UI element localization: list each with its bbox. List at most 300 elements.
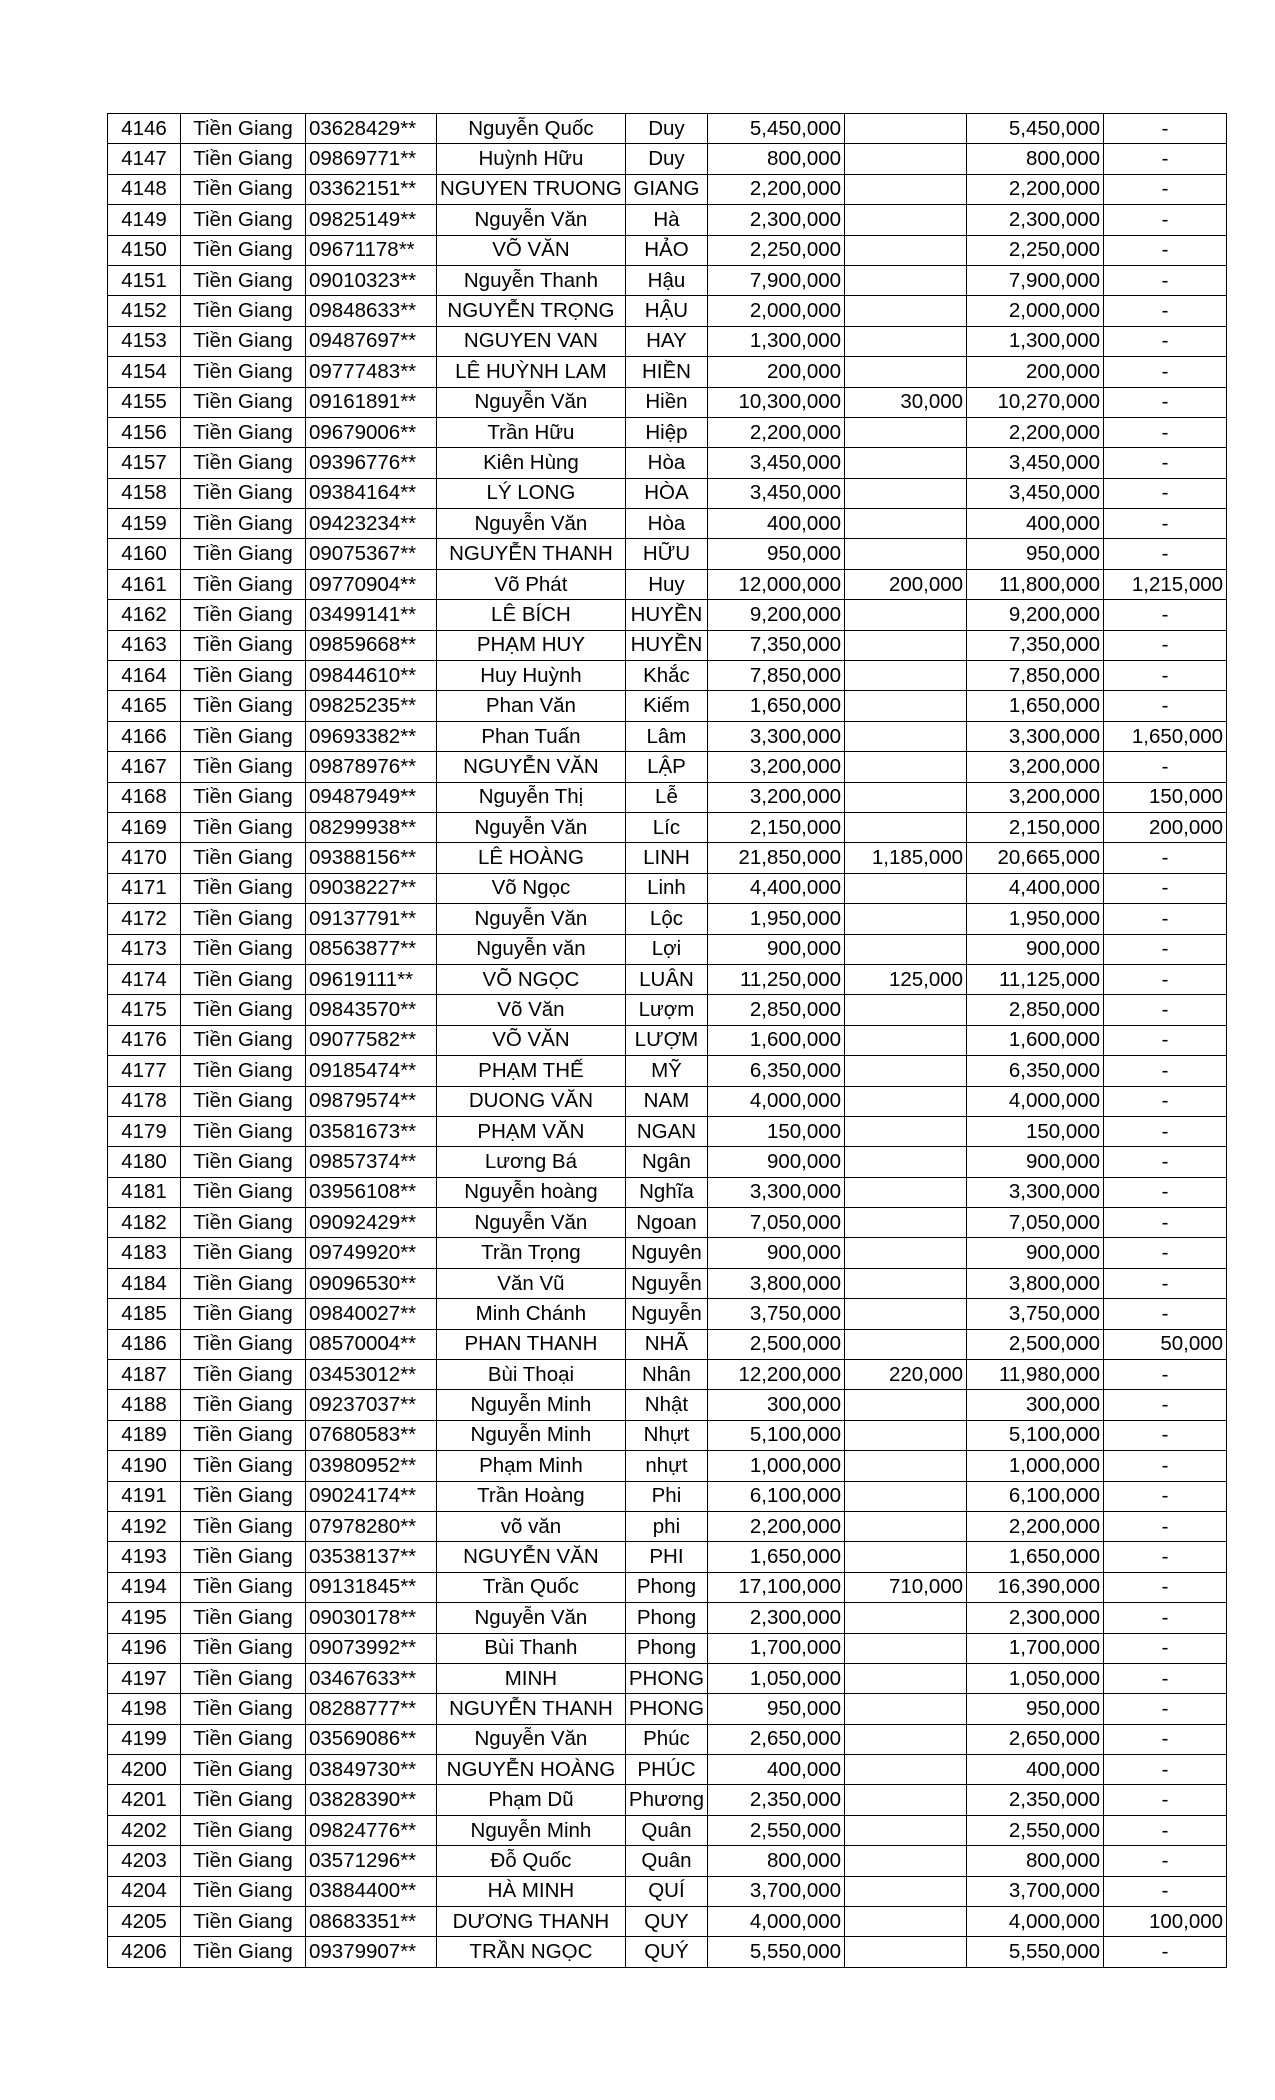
table-row (108, 1116, 1227, 1146)
first-name-cell: Hậu (625, 265, 707, 295)
province-cell: Tiền Giang (181, 1663, 306, 1693)
table-row (108, 1937, 1227, 1967)
province-cell: Tiền Giang (181, 1724, 306, 1754)
bonus-cell: - (1104, 1724, 1227, 1754)
bonus-cell: - (1104, 1663, 1227, 1693)
deduction-cell: 125,000 (845, 964, 967, 994)
first-name-cell: nhựt (625, 1451, 707, 1481)
province-cell: Tiền Giang (181, 812, 306, 842)
last-name-cell: NGUYỄN THANH (437, 539, 626, 569)
total-amount-cell: 1,650,000 (708, 1542, 845, 1572)
province-cell: Tiền Giang (181, 1177, 306, 1207)
last-name-cell: DUONG VĂN (437, 1086, 626, 1116)
province-cell: Tiền Giang (181, 1755, 306, 1785)
net-amount-cell: 3,750,000 (967, 1299, 1104, 1329)
first-name-cell: LƯỢM (625, 1025, 707, 1055)
last-name-cell: Nguyễn Văn (437, 509, 626, 539)
first-name-cell: Hiệp (625, 417, 707, 447)
first-name-cell: Nhựt (625, 1420, 707, 1450)
deduction-cell: 30,000 (845, 387, 967, 417)
last-name-cell: VÕ NGỌC (437, 964, 626, 994)
total-amount-cell: 10,300,000 (708, 387, 845, 417)
phone-cell: 03828390** (306, 1785, 437, 1815)
phone-cell: 09857374** (306, 1147, 437, 1177)
net-amount-cell: 1,050,000 (967, 1663, 1104, 1693)
last-name-cell: Văn Vũ (437, 1268, 626, 1298)
net-amount-cell: 800,000 (967, 144, 1104, 174)
total-amount-cell: 900,000 (708, 1238, 845, 1268)
row-number-cell: 4180 (108, 1147, 181, 1177)
total-amount-cell: 7,900,000 (708, 265, 845, 295)
row-number-cell: 4194 (108, 1572, 181, 1602)
phone-cell: 09770904** (306, 569, 437, 599)
province-cell: Tiền Giang (181, 1511, 306, 1541)
total-amount-cell: 1,950,000 (708, 904, 845, 934)
net-amount-cell: 3,200,000 (967, 752, 1104, 782)
phone-cell: 09848633** (306, 296, 437, 326)
deduction-cell: 710,000 (845, 1572, 967, 1602)
province-cell: Tiền Giang (181, 1542, 306, 1572)
phone-cell: 09423234** (306, 509, 437, 539)
net-amount-cell: 1,700,000 (967, 1633, 1104, 1663)
phone-cell: 08683351** (306, 1907, 437, 1937)
deduction-cell (845, 1785, 967, 1815)
net-amount-cell: 1,950,000 (967, 904, 1104, 934)
province-cell: Tiền Giang (181, 235, 306, 265)
net-amount-cell: 4,400,000 (967, 873, 1104, 903)
row-number-cell: 4151 (108, 265, 181, 295)
row-number-cell: 4183 (108, 1238, 181, 1268)
table-row (108, 661, 1227, 691)
total-amount-cell: 900,000 (708, 934, 845, 964)
first-name-cell: Quân (625, 1846, 707, 1876)
first-name-cell: LUÂN (625, 964, 707, 994)
last-name-cell: Nguyễn Thanh (437, 265, 626, 295)
table-row (108, 174, 1227, 204)
deduction-cell: 220,000 (845, 1360, 967, 1390)
first-name-cell: Lễ (625, 782, 707, 812)
phone-cell: 09137791** (306, 904, 437, 934)
first-name-cell: Lộc (625, 904, 707, 934)
phone-cell: 09749920** (306, 1238, 437, 1268)
net-amount-cell: 2,850,000 (967, 995, 1104, 1025)
total-amount-cell: 6,100,000 (708, 1481, 845, 1511)
province-cell: Tiền Giang (181, 326, 306, 356)
row-number-cell: 4185 (108, 1299, 181, 1329)
table-row (108, 1663, 1227, 1693)
first-name-cell: LINH (625, 843, 707, 873)
total-amount-cell: 950,000 (708, 539, 845, 569)
bonus-cell: 200,000 (1104, 812, 1227, 842)
table-row (108, 1542, 1227, 1572)
last-name-cell: Phạm Minh (437, 1451, 626, 1481)
deduction-cell (845, 691, 967, 721)
last-name-cell: HÀ MINH (437, 1876, 626, 1906)
first-name-cell: Hiền (625, 387, 707, 417)
total-amount-cell: 4,000,000 (708, 1907, 845, 1937)
row-number-cell: 4166 (108, 721, 181, 751)
last-name-cell: Trần Hoàng (437, 1481, 626, 1511)
deduction-cell (845, 1694, 967, 1724)
row-number-cell: 4193 (108, 1542, 181, 1572)
last-name-cell: Trần Hữu (437, 417, 626, 447)
bonus-cell: 1,215,000 (1104, 569, 1227, 599)
first-name-cell: HIỀN (625, 357, 707, 387)
province-cell: Tiền Giang (181, 1603, 306, 1633)
first-name-cell: Kiếm (625, 691, 707, 721)
last-name-cell: Minh Chánh (437, 1299, 626, 1329)
deduction-cell (845, 630, 967, 660)
phone-cell: 03628429** (306, 114, 437, 144)
phone-cell: 09161891** (306, 387, 437, 417)
row-number-cell: 4192 (108, 1511, 181, 1541)
phone-cell: 09777483** (306, 357, 437, 387)
net-amount-cell: 2,500,000 (967, 1329, 1104, 1359)
row-number-cell: 4187 (108, 1360, 181, 1390)
total-amount-cell: 1,650,000 (708, 691, 845, 721)
first-name-cell: HÒA (625, 478, 707, 508)
last-name-cell: Nguyễn Văn (437, 1724, 626, 1754)
total-amount-cell: 12,000,000 (708, 569, 845, 599)
bonus-cell: - (1104, 1633, 1227, 1663)
table-row (108, 539, 1227, 569)
province-cell: Tiền Giang (181, 1086, 306, 1116)
phone-cell: 09077582** (306, 1025, 437, 1055)
first-name-cell: Huy (625, 569, 707, 599)
last-name-cell: võ văn (437, 1511, 626, 1541)
phone-cell: 09619111** (306, 964, 437, 994)
total-amount-cell: 150,000 (708, 1116, 845, 1146)
first-name-cell: Nhật (625, 1390, 707, 1420)
last-name-cell: Nguyễn Văn (437, 812, 626, 842)
last-name-cell: Trần Quốc (437, 1572, 626, 1602)
phone-cell: 09185474** (306, 1056, 437, 1086)
bonus-cell: - (1104, 1785, 1227, 1815)
deduction-cell (845, 1724, 967, 1754)
total-amount-cell: 3,300,000 (708, 721, 845, 751)
row-number-cell: 4146 (108, 114, 181, 144)
net-amount-cell: 3,300,000 (967, 721, 1104, 751)
net-amount-cell: 7,350,000 (967, 630, 1104, 660)
deduction-cell (845, 1451, 967, 1481)
table-row (108, 1360, 1227, 1390)
phone-cell: 09824776** (306, 1815, 437, 1845)
total-amount-cell: 2,300,000 (708, 1603, 845, 1633)
total-amount-cell: 3,200,000 (708, 752, 845, 782)
first-name-cell: Ngoan (625, 1208, 707, 1238)
table-row (108, 873, 1227, 903)
row-number-cell: 4191 (108, 1481, 181, 1511)
first-name-cell: Phương (625, 1785, 707, 1815)
first-name-cell: Nhân (625, 1360, 707, 1390)
deduction-cell (845, 661, 967, 691)
last-name-cell: PHẠM HUY (437, 630, 626, 660)
total-amount-cell: 9,200,000 (708, 600, 845, 630)
phone-cell: 03571296** (306, 1846, 437, 1876)
table-row (108, 326, 1227, 356)
province-cell: Tiền Giang (181, 1299, 306, 1329)
net-amount-cell: 2,300,000 (967, 205, 1104, 235)
phone-cell: 09825235** (306, 691, 437, 721)
last-name-cell: NGUYỄN THANH (437, 1694, 626, 1724)
province-cell: Tiền Giang (181, 934, 306, 964)
total-amount-cell: 3,300,000 (708, 1177, 845, 1207)
total-amount-cell: 300,000 (708, 1390, 845, 1420)
province-cell: Tiền Giang (181, 630, 306, 660)
net-amount-cell: 950,000 (967, 539, 1104, 569)
phone-cell: 03849730** (306, 1755, 437, 1785)
bonus-cell: - (1104, 1755, 1227, 1785)
net-amount-cell: 1,600,000 (967, 1025, 1104, 1055)
row-number-cell: 4190 (108, 1451, 181, 1481)
phone-cell: 09096530** (306, 1268, 437, 1298)
bonus-cell: - (1104, 114, 1227, 144)
row-number-cell: 4200 (108, 1755, 181, 1785)
total-amount-cell: 5,550,000 (708, 1937, 845, 1967)
bonus-cell: - (1104, 1815, 1227, 1845)
net-amount-cell: 3,300,000 (967, 1177, 1104, 1207)
total-amount-cell: 3,450,000 (708, 478, 845, 508)
total-amount-cell: 1,300,000 (708, 326, 845, 356)
deduction-cell (845, 752, 967, 782)
deduction-cell (845, 1815, 967, 1845)
total-amount-cell: 400,000 (708, 1755, 845, 1785)
bonus-cell: - (1104, 1876, 1227, 1906)
first-name-cell: QUY (625, 1907, 707, 1937)
net-amount-cell: 11,800,000 (967, 569, 1104, 599)
table-row (108, 114, 1227, 144)
bonus-cell: - (1104, 478, 1227, 508)
table-row (108, 1329, 1227, 1359)
bonus-cell: - (1104, 1511, 1227, 1541)
deduction-cell (845, 934, 967, 964)
province-cell: Tiền Giang (181, 1694, 306, 1724)
table-row (108, 357, 1227, 387)
table-row (108, 782, 1227, 812)
table-row (108, 1025, 1227, 1055)
net-amount-cell: 2,250,000 (967, 235, 1104, 265)
province-cell: Tiền Giang (181, 357, 306, 387)
table-row (108, 296, 1227, 326)
province-cell: Tiền Giang (181, 1846, 306, 1876)
deduction-cell (845, 1299, 967, 1329)
table-row (108, 144, 1227, 174)
net-amount-cell: 3,700,000 (967, 1876, 1104, 1906)
total-amount-cell: 3,800,000 (708, 1268, 845, 1298)
table-row (108, 1694, 1227, 1724)
net-amount-cell: 2,650,000 (967, 1724, 1104, 1754)
province-cell: Tiền Giang (181, 1390, 306, 1420)
row-number-cell: 4196 (108, 1633, 181, 1663)
table-row (108, 600, 1227, 630)
phone-cell: 03884400** (306, 1876, 437, 1906)
first-name-cell: Phi (625, 1481, 707, 1511)
table-row (108, 1876, 1227, 1906)
province-cell: Tiền Giang (181, 1633, 306, 1663)
net-amount-cell: 900,000 (967, 1147, 1104, 1177)
last-name-cell: LÝ LONG (437, 478, 626, 508)
row-number-cell: 4189 (108, 1420, 181, 1450)
row-number-cell: 4173 (108, 934, 181, 964)
deduction-cell: 1,185,000 (845, 843, 967, 873)
net-amount-cell: 4,000,000 (967, 1086, 1104, 1116)
last-name-cell: Kiên Hùng (437, 448, 626, 478)
province-cell: Tiền Giang (181, 782, 306, 812)
phone-cell: 09237037** (306, 1390, 437, 1420)
bonus-cell: - (1104, 1238, 1227, 1268)
last-name-cell: DƯƠNG THANH (437, 1907, 626, 1937)
deduction-cell (845, 235, 967, 265)
row-number-cell: 4163 (108, 630, 181, 660)
total-amount-cell: 2,500,000 (708, 1329, 845, 1359)
table-row (108, 569, 1227, 599)
last-name-cell: Nguyễn Minh (437, 1420, 626, 1450)
phone-cell: 09869771** (306, 144, 437, 174)
net-amount-cell: 11,125,000 (967, 964, 1104, 994)
phone-cell: 07680583** (306, 1420, 437, 1450)
total-amount-cell: 21,850,000 (708, 843, 845, 873)
table-row (108, 235, 1227, 265)
first-name-cell: PHONG (625, 1663, 707, 1693)
last-name-cell: Đỗ Quốc (437, 1846, 626, 1876)
total-amount-cell: 7,850,000 (708, 661, 845, 691)
bonus-cell: - (1104, 205, 1227, 235)
first-name-cell: Hà (625, 205, 707, 235)
bonus-cell: - (1104, 843, 1227, 873)
phone-cell: 09379907** (306, 1937, 437, 1967)
row-number-cell: 4195 (108, 1603, 181, 1633)
last-name-cell: Huỳnh Hữu (437, 144, 626, 174)
bonus-cell: - (1104, 357, 1227, 387)
net-amount-cell: 1,000,000 (967, 1451, 1104, 1481)
first-name-cell: NGAN (625, 1116, 707, 1146)
province-cell: Tiền Giang (181, 1937, 306, 1967)
bonus-cell: - (1104, 144, 1227, 174)
phone-cell: 09092429** (306, 1208, 437, 1238)
last-name-cell: Nguyễn Văn (437, 1208, 626, 1238)
table-row (108, 448, 1227, 478)
phone-cell: 03453012** (306, 1360, 437, 1390)
net-amount-cell: 16,390,000 (967, 1572, 1104, 1602)
deduction-cell (845, 1937, 967, 1967)
table-row (108, 1633, 1227, 1663)
phone-cell: 09384164** (306, 478, 437, 508)
row-number-cell: 4164 (108, 661, 181, 691)
bonus-cell: - (1104, 1420, 1227, 1450)
bonus-cell: - (1104, 630, 1227, 660)
row-number-cell: 4176 (108, 1025, 181, 1055)
total-amount-cell: 2,300,000 (708, 205, 845, 235)
total-amount-cell: 6,350,000 (708, 1056, 845, 1086)
phone-cell: 09679006** (306, 417, 437, 447)
last-name-cell: Nguyễn Minh (437, 1390, 626, 1420)
net-amount-cell: 2,200,000 (967, 417, 1104, 447)
bonus-cell: - (1104, 1451, 1227, 1481)
last-name-cell: Lương Bá (437, 1147, 626, 1177)
first-name-cell: Phong (625, 1572, 707, 1602)
province-cell: Tiền Giang (181, 265, 306, 295)
total-amount-cell: 200,000 (708, 357, 845, 387)
total-amount-cell: 3,450,000 (708, 448, 845, 478)
last-name-cell: Nguyễn Văn (437, 387, 626, 417)
bonus-cell: - (1104, 1572, 1227, 1602)
net-amount-cell: 2,350,000 (967, 1785, 1104, 1815)
total-amount-cell: 4,000,000 (708, 1086, 845, 1116)
bonus-cell: - (1104, 691, 1227, 721)
first-name-cell: Lượm (625, 995, 707, 1025)
table-row (108, 934, 1227, 964)
total-amount-cell: 4,400,000 (708, 873, 845, 903)
row-number-cell: 4161 (108, 569, 181, 599)
table-row (108, 1755, 1227, 1785)
row-number-cell: 4175 (108, 995, 181, 1025)
table-row (108, 1086, 1227, 1116)
bonus-cell: - (1104, 448, 1227, 478)
row-number-cell: 4199 (108, 1724, 181, 1754)
province-cell: Tiền Giang (181, 1268, 306, 1298)
total-amount-cell: 950,000 (708, 1694, 845, 1724)
phone-cell: 09038227** (306, 873, 437, 903)
phone-cell: 09693382** (306, 721, 437, 751)
last-name-cell: Võ Văn (437, 995, 626, 1025)
last-name-cell: LÊ HUỲNH LAM (437, 357, 626, 387)
last-name-cell: Trần Trọng (437, 1238, 626, 1268)
net-amount-cell: 6,100,000 (967, 1481, 1104, 1511)
bonus-cell: - (1104, 326, 1227, 356)
last-name-cell: Bùi Thoại (437, 1360, 626, 1390)
first-name-cell: GIANG (625, 174, 707, 204)
net-amount-cell: 900,000 (967, 1238, 1104, 1268)
table-row (108, 1147, 1227, 1177)
row-number-cell: 4153 (108, 326, 181, 356)
bonus-cell: - (1104, 174, 1227, 204)
bonus-cell: 150,000 (1104, 782, 1227, 812)
province-cell: Tiền Giang (181, 1451, 306, 1481)
bonus-cell: - (1104, 600, 1227, 630)
table-row (108, 691, 1227, 721)
total-amount-cell: 2,650,000 (708, 1724, 845, 1754)
total-amount-cell: 1,600,000 (708, 1025, 845, 1055)
last-name-cell: Bùi Thanh (437, 1633, 626, 1663)
province-cell: Tiền Giang (181, 1116, 306, 1146)
deduction-cell (845, 144, 967, 174)
total-amount-cell: 3,700,000 (708, 1876, 845, 1906)
last-name-cell: LÊ BÍCH (437, 600, 626, 630)
table-row (108, 1724, 1227, 1754)
deduction-cell (845, 1420, 967, 1450)
bonus-cell: - (1104, 904, 1227, 934)
phone-cell: 09131845** (306, 1572, 437, 1602)
first-name-cell: Nguyễn (625, 1268, 707, 1298)
first-name-cell: HUYỀN (625, 630, 707, 660)
last-name-cell: Nguyễn Văn (437, 904, 626, 934)
last-name-cell: Nguyễn Thị (437, 782, 626, 812)
row-number-cell: 4162 (108, 600, 181, 630)
phone-cell: 03581673** (306, 1116, 437, 1146)
deduction-cell (845, 873, 967, 903)
net-amount-cell: 300,000 (967, 1390, 1104, 1420)
phone-cell: 09396776** (306, 448, 437, 478)
row-number-cell: 4165 (108, 691, 181, 721)
row-number-cell: 4201 (108, 1785, 181, 1815)
deduction-cell (845, 417, 967, 447)
bonus-cell: - (1104, 752, 1227, 782)
last-name-cell: Phạm Dũ (437, 1785, 626, 1815)
deduction-cell (845, 782, 967, 812)
province-cell: Tiền Giang (181, 569, 306, 599)
last-name-cell: Võ Ngọc (437, 873, 626, 903)
bonus-cell: - (1104, 995, 1227, 1025)
